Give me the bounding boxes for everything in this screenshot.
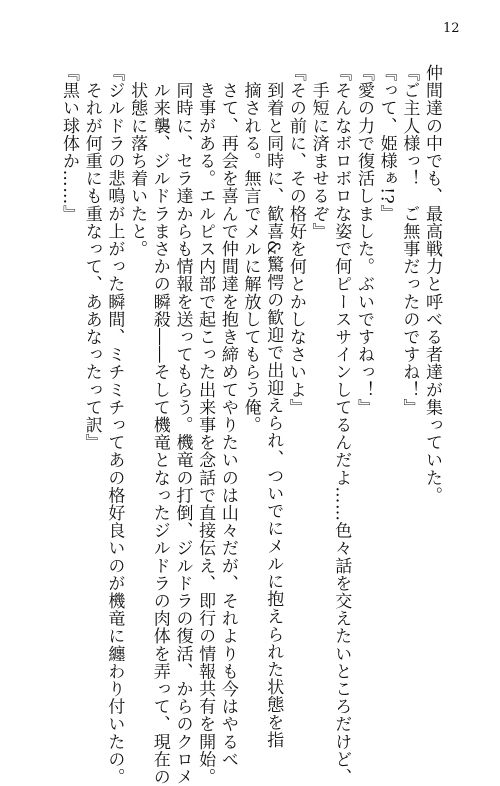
text-line: ル来襲、ジルドラまさかの瞬殺――そして機竜となったジルドラの肉体を弄って、現在の: [149, 64, 170, 786]
vertical-text-block: [59, 64, 442, 786]
text-line: 状態に落ち着いたと。: [127, 64, 148, 258]
text-line: き事がある。エルピス内部で起こった出来事を念話で直接伝え、即行の情報共有を開始。: [195, 64, 216, 786]
text-line: 摘される。無言でメルに解放してもらう俺。: [240, 64, 261, 434]
text-line: それが何重にも重なって、ああなったって訳』: [81, 64, 102, 452]
text-line: 同時に、セラ達からも情報を送ってもらう。機竜の打倒、ジルドラの復活、からのクロメ: [172, 64, 193, 786]
text-line: 『その前に、その格好を何とかしなさいよ』: [285, 64, 306, 416]
text-line: 手短に済ませるぞ』: [308, 64, 329, 240]
text-line: 『ご主人様っ！ ご無事だったのですね！』: [399, 64, 420, 416]
text-line: 『って、姫様ぁ!?』: [376, 64, 397, 222]
text-line: 到着と同時に、歓喜&驚愕の歓迎で出迎えられ、ついでにメルに抱えられた状態を指: [263, 64, 284, 749]
text-line: 仲間達の中でも、最高戦力と呼べる者達が集っていた。: [422, 64, 442, 504]
text-line: 『黒い球体か……』: [59, 64, 79, 223]
page-number: 12: [443, 21, 460, 36]
text-line: さて、再会を喜んで仲間達を抱き締めてやりたいのは山々だが、それよりも今はやるべ: [217, 64, 238, 768]
text-line: 『ジルドラの悲鳴が上がった瞬間、ミチミチってあの格好良いのが機竜に纏わり付いたの。: [104, 64, 125, 786]
text-line: 『愛の力で復活しました。ぶいですねっ！』: [353, 64, 374, 416]
text-line: 『そんなボロボロな姿で何ピースサインしてるんだよ……色々話を交えたいところだけど、: [331, 64, 352, 786]
